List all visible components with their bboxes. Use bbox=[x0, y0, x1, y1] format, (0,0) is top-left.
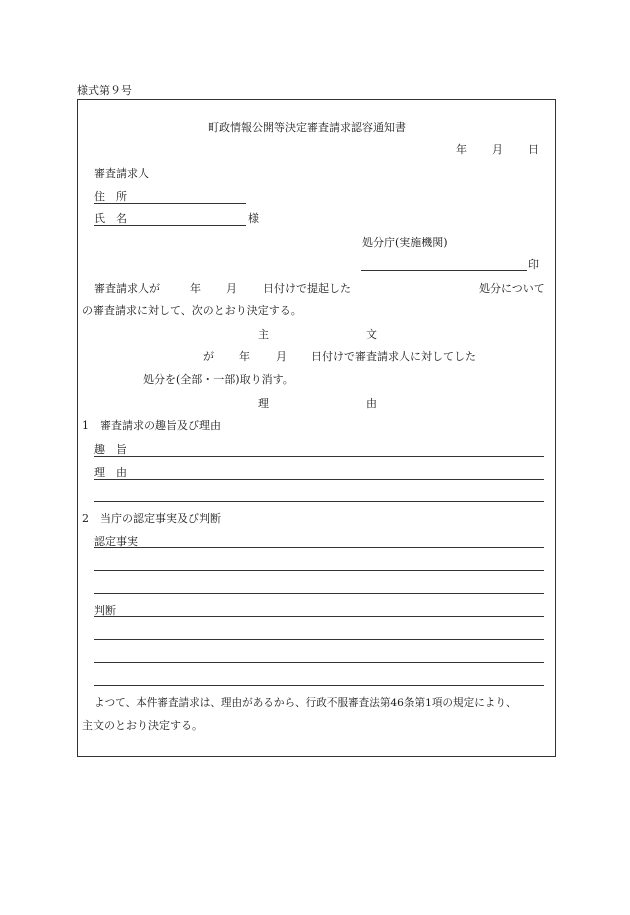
agency-label: 処分庁(実施機関) bbox=[362, 236, 448, 249]
intro-text-3: 処分について bbox=[479, 282, 545, 295]
requester-heading: 審査請求人 bbox=[94, 167, 149, 180]
main-text-heading-1: 主 bbox=[258, 328, 269, 341]
seal-mark: 印 bbox=[528, 258, 539, 271]
reason-label: 理 由 bbox=[94, 466, 127, 479]
conclusion-text-1: よつて、本件審査請求は、理由があるから、行政不服審査法第46条第1項の規定により、 bbox=[94, 697, 517, 709]
date-year: 年 bbox=[456, 143, 467, 156]
main-month: 月 bbox=[276, 350, 287, 363]
intro-year: 年 bbox=[190, 282, 201, 295]
document-title: 町政情報公開等決定審査請求認容通知書 bbox=[208, 121, 406, 134]
main-year: 年 bbox=[239, 350, 250, 363]
purpose-line bbox=[94, 456, 544, 457]
agency-line bbox=[361, 270, 527, 271]
main-text-heading-2: 文 bbox=[366, 328, 377, 341]
judgment-line-1 bbox=[94, 616, 544, 617]
date-month: 月 bbox=[492, 143, 503, 156]
facts-line-1 bbox=[94, 547, 544, 548]
intro-month: 月 bbox=[226, 282, 237, 295]
name-line bbox=[94, 225, 246, 226]
form-number: 様式第９号 bbox=[77, 84, 132, 97]
reason-heading-1: 理 bbox=[258, 397, 269, 410]
address-line bbox=[94, 203, 246, 204]
intro-text-2: 日付けで提起した bbox=[263, 282, 351, 295]
facts-label: 認定事実 bbox=[94, 535, 138, 548]
judgment-line-2 bbox=[94, 639, 544, 640]
judgment-label: 判断 bbox=[94, 604, 116, 617]
conclusion-text-2: 主文のとおり決定する。 bbox=[82, 719, 203, 732]
facts-line-2 bbox=[94, 570, 544, 571]
section2-heading: 2 当庁の認定事実及び判断 bbox=[82, 512, 221, 525]
judgment-line-4 bbox=[94, 685, 544, 686]
main-text-1: が bbox=[203, 350, 214, 363]
reason-heading-2: 由 bbox=[366, 397, 377, 410]
date-day: 日 bbox=[528, 143, 539, 156]
purpose-label: 趣 旨 bbox=[94, 443, 127, 456]
main-text-2: 日付けで審査請求人に対してした bbox=[311, 350, 476, 363]
facts-line-3 bbox=[94, 593, 544, 594]
reason-line-1 bbox=[94, 479, 544, 480]
judgment-line-3 bbox=[94, 662, 544, 663]
honorific: 様 bbox=[248, 212, 259, 225]
address-label: 住 所 bbox=[94, 190, 127, 203]
intro-text-1: 審査請求人が bbox=[94, 282, 160, 295]
intro-text-4: の審査請求に対して、次のとおり決定する。 bbox=[82, 304, 302, 317]
name-label: 氏 名 bbox=[94, 212, 127, 225]
reason-line-2 bbox=[94, 501, 544, 502]
main-text-3: 処分を(全部・一部)取り消す。 bbox=[143, 373, 294, 386]
section1-heading: 1 審査請求の趣旨及び理由 bbox=[82, 419, 221, 432]
